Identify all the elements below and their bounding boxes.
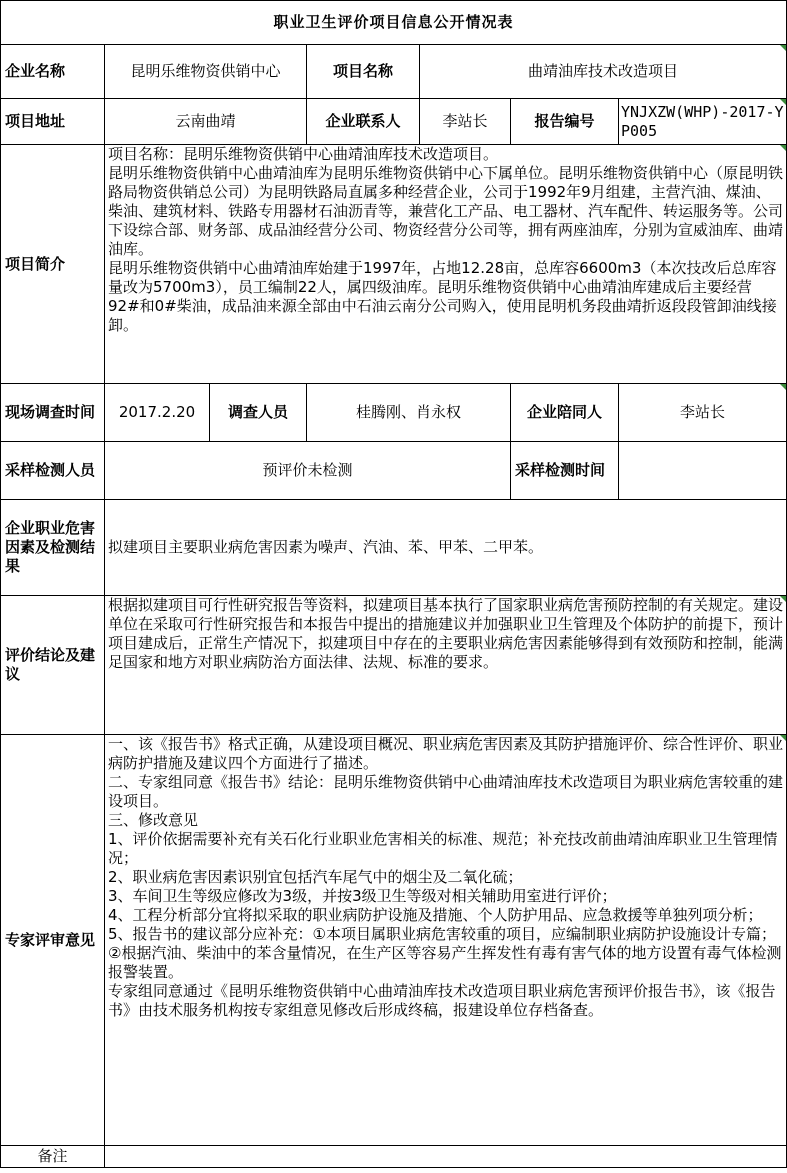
opinion-paragraph: 一、该《报告书》格式正确，从建设项目概况、职业病危害因素及其防护措施评价、综合性评价、职业病防护措施及建议四个方面进行了描述。 — [108, 735, 784, 772]
label-expert-opinion: 专家评审意见 — [1, 735, 105, 1146]
label-survey-time: 现场调查时间 — [1, 384, 105, 442]
value-sampling-time — [619, 442, 787, 500]
opinion-paragraph: 三、修改意见 — [108, 811, 199, 829]
label-remarks: 备注 — [1, 1146, 105, 1168]
label-company-contact: 企业联系人 — [307, 99, 420, 145]
label-surveyors: 调查人员 — [210, 384, 307, 442]
label-conclusion: 评价结论及建议 — [1, 596, 105, 735]
value-project-address: 云南曲靖 — [105, 99, 307, 145]
value-company-contact: 李站长 — [420, 99, 511, 145]
label-report-no: 报告编号 — [511, 99, 619, 145]
label-project-address: 项目地址 — [1, 99, 105, 145]
label-project-intro: 项目简介 — [1, 145, 105, 384]
value-survey-time: 2017.2.20 — [105, 384, 210, 442]
conclusion-text — [105, 596, 787, 735]
opinion-paragraph: 3、车间卫生等级应修改为3级，并按3级卫生等级对相关辅助用室进行评价； — [108, 887, 617, 905]
intro-paragraph: 昆明乐维物资供销中心曲靖油库为昆明乐维物资供销中心下属单位。昆明乐维物资供销中心（原昆明铁路局物资供销总公司）为昆明铁路局直属多种经营企业，公司于1992年9月组建，主营汽油、煤油、柴油、建筑材料、铁路专用器材石油沥青等，兼营化工产品、电工器材、汽车配件、转运服务等。公司下设综合部、财务部、成品油经营分公司、物资经营分公司等，拥有两座油库，分别为宣威油库、曲靖油库。 — [108, 164, 784, 258]
conclusion-paragraph: 根据拟建项目可行性研究报告等资料，拟建项目基本执行了国家职业病危害预防控制的有关规定。建设单位在采取可行性研究报告和本报告中提出的措施建议并加强职业卫生管理及个体防护的前提下，预计项目建成后，正常生产情况下，拟建项目中存在的主要职业病危害因素能够得到有效预防和控制，能满足国家和地方对职业病防治方面法律、法规、标准的要求。 — [108, 596, 784, 671]
value-hazards: 拟建项目主要职业病危害因素为噪声、汽油、苯、甲苯、二甲苯。 — [105, 500, 787, 596]
intro-paragraph: 项目名称：昆明乐维物资供销中心曲靖油库技术改造项目。 — [108, 145, 499, 163]
opinion-paragraph: 2、职业病危害因素识别宜包括汽车尾气中的烟尘及二氧化硫； — [108, 868, 523, 886]
value-company-escort: 李站长 — [619, 384, 787, 442]
opinion-paragraph: 4、工程分析部分宜将拟采取的职业病防护设施及措施、个人防护用品、应急救援等单独列项分析； — [108, 906, 763, 924]
project-intro-text — [105, 145, 787, 384]
value-surveyors: 桂腾刚、肖永权 — [307, 384, 511, 442]
value-remarks — [105, 1146, 787, 1168]
intro-paragraph: 昆明乐维物资供销中心曲靖油库始建于1997年，占地12.28亩，总库容6600m3（本次技改后总库容量改为5700m3），员工编制22人，属四级油库。昆明乐维物资供销中心曲靖油库建成后主要经营92#和0#柴油，成品油来源全部由中石油云南分公司购入，使用昆明机务段曲靖折返段段管卸油线接卸。 — [108, 259, 777, 334]
value-company-name: 昆明乐维物资供销中心 — [105, 45, 307, 99]
value-sampling-staff: 预评价未检测 — [105, 442, 511, 500]
label-project-name: 项目名称 — [307, 45, 420, 99]
value-report-no: YNJXZW(WHP)-2017-YP005 — [619, 99, 787, 145]
label-company-escort: 企业陪同人 — [511, 384, 619, 442]
opinion-paragraph: 5、报告书的建议部分应补充：①本项目属职业病危害较重的项目，应编制职业病防护设施设计专篇；②根据汽油、柴油中的苯含量情况，在生产区等容易产生挥发性有毒有害气体的地方设置有毒气体检测报警装置。 — [108, 925, 782, 981]
label-company-name: 企业名称 — [1, 45, 105, 99]
expert-opinion-text — [105, 735, 787, 1146]
value-project-name: 曲靖油库技术改造项目 — [420, 45, 787, 99]
label-hazards: 企业职业危害因素及检测结果 — [1, 500, 105, 596]
label-sampling-staff: 采样检测人员 — [1, 442, 105, 500]
label-sampling-time: 采样检测时间 — [511, 442, 619, 500]
opinion-paragraph: 1、评价依据需要补充有关石化行业职业危害相关的标准、规范；补充技改前曲靖油库职业卫生管理情况； — [108, 830, 778, 867]
opinion-paragraph: 专家组同意通过《昆明乐维物资供销中心曲靖油库技术改造项目职业病危害预评价报告书》，该《报告书》由技术服务机构按专家组意见修改后形成终稿，报建设单位存档备查。 — [108, 982, 776, 1019]
opinion-paragraph: 二、专家组同意《报告书》结论：昆明乐维物资供销中心曲靖油库技术改造项目为职业病危害较重的建设项目。 — [108, 773, 784, 810]
table-title: 职业卫生评价项目信息公开情况表 — [1, 1, 787, 45]
